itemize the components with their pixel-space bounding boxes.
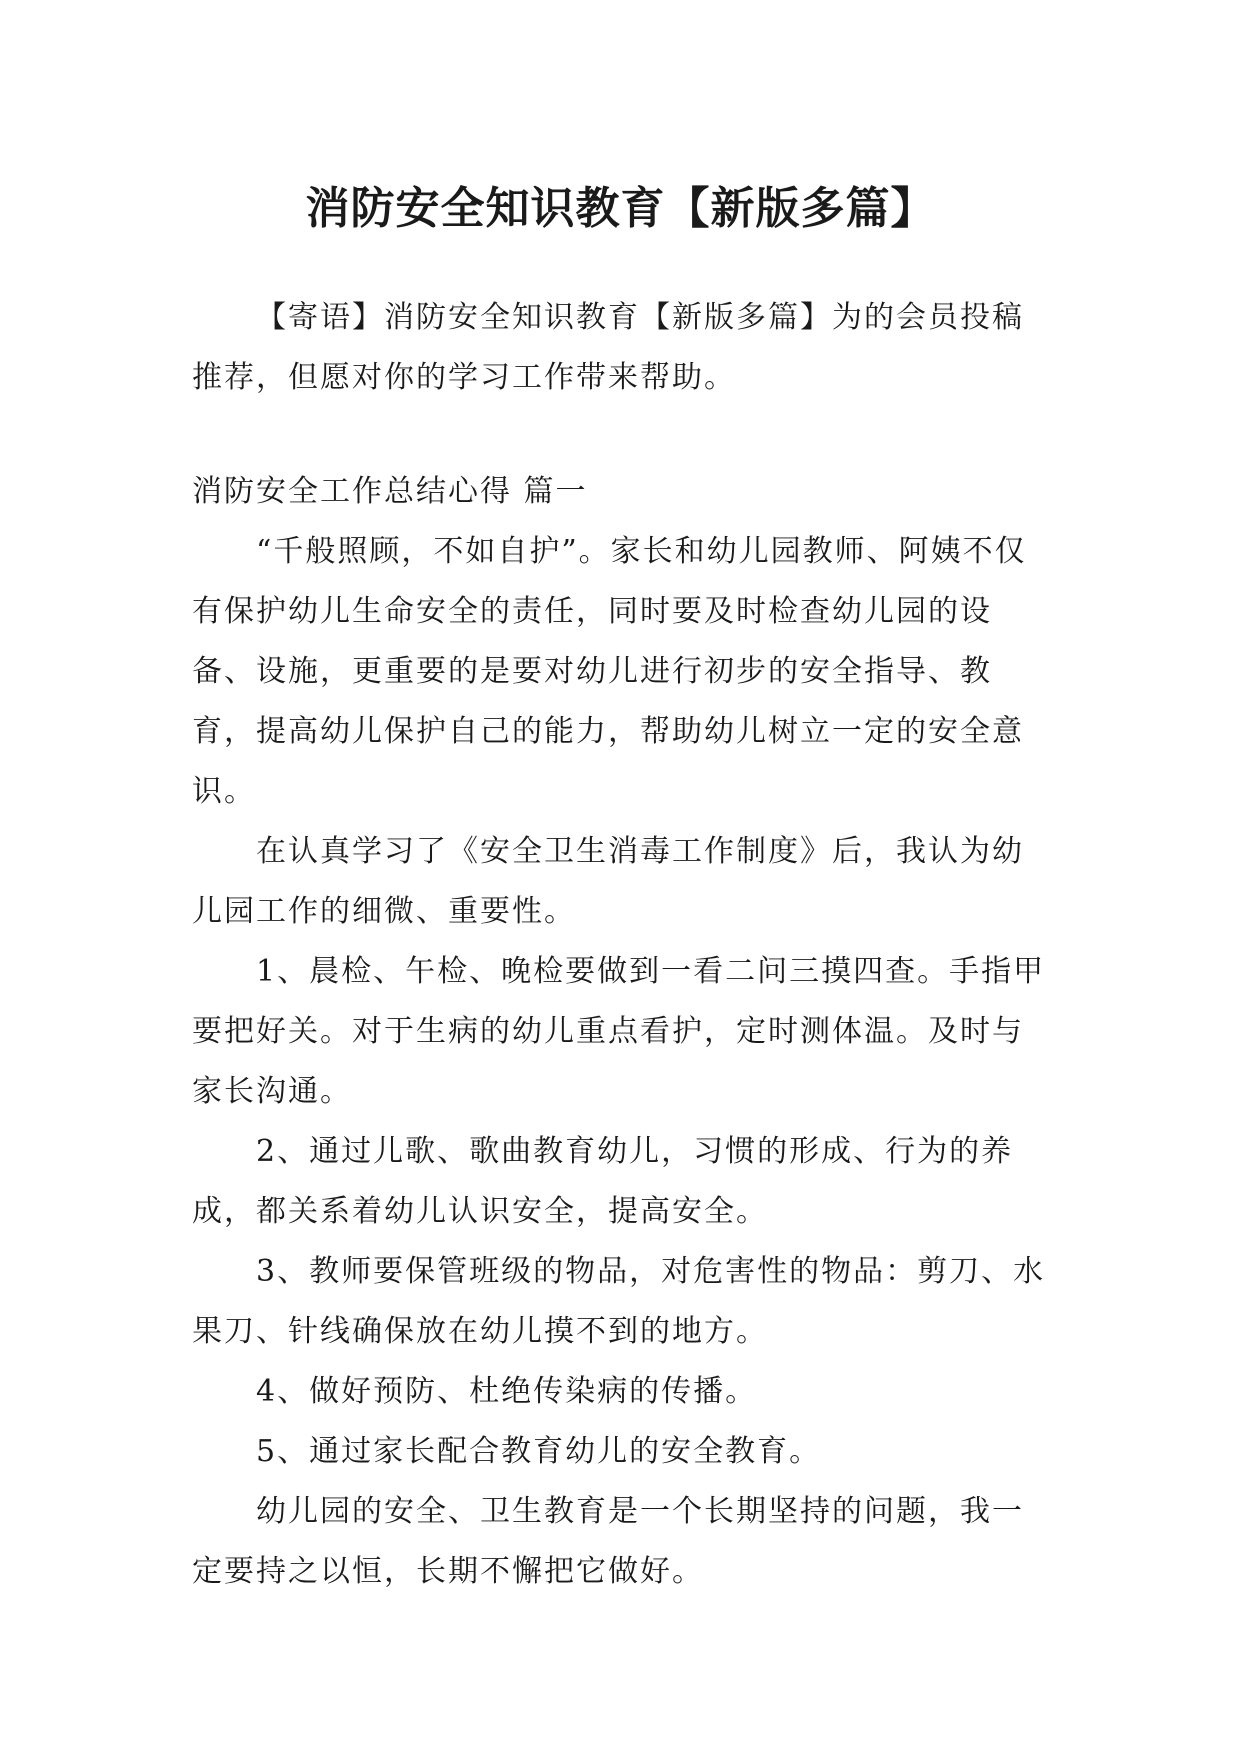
list-item-dangerous-items: 3、教师要保管班级的物品，对危害性的物品：剪刀、水果刀、针线确保放在幼儿摸不到的地方。 — [192, 1254, 1046, 1349]
list-item-song-education: 2、通过儿歌、歌曲教育幼儿，习惯的形成、行为的养成，都关系着幼儿认识安全，提高安全。 — [192, 1134, 1014, 1229]
list-item-disease-prevention: 4、做好预防、杜绝传染病的传播。 — [256, 1374, 758, 1409]
paragraph-safety-responsibility: “千般照顾，不如自护”。家长和幼儿园教师、阿姨不仅有保护幼儿生命安全的责任，同时要及时检查幼儿园的设备、设施，更重要的是要对幼儿进行初步的安全指导、教育，提高幼儿保护自己的能力，帮助幼儿树立一定的安全意识。 — [192, 534, 1027, 809]
intro-paragraph: 【寄语】消防安全知识教育【新版多篇】为的会员投稿推荐，但愿对你的学习工作带来帮助。 — [192, 300, 1024, 395]
paragraph-study-reflection: 在认真学习了《安全卫生消毒工作制度》后，我认为幼儿园工作的细微、重要性。 — [192, 834, 1024, 929]
document-title: 消防安全知识教育【新版多篇】 — [305, 183, 936, 235]
section-heading: 消防安全工作总结心得 篇一 — [192, 474, 588, 509]
list-item-parent-cooperation: 5、通过家长配合教育幼儿的安全教育。 — [256, 1434, 822, 1469]
paragraph-conclusion: 幼儿园的安全、卫生教育是一个长期坚持的问题，我一定要持之以恒，长期不懈把它做好。 — [192, 1494, 1024, 1589]
list-item-health-check: 1、晨检、午检、晚检要做到一看二问三摸四查。手指甲要把好关。对于生病的幼儿重点看护，定时测体温。及时与家长沟通。 — [192, 954, 1046, 1109]
article-section — [192, 462, 1054, 1602]
